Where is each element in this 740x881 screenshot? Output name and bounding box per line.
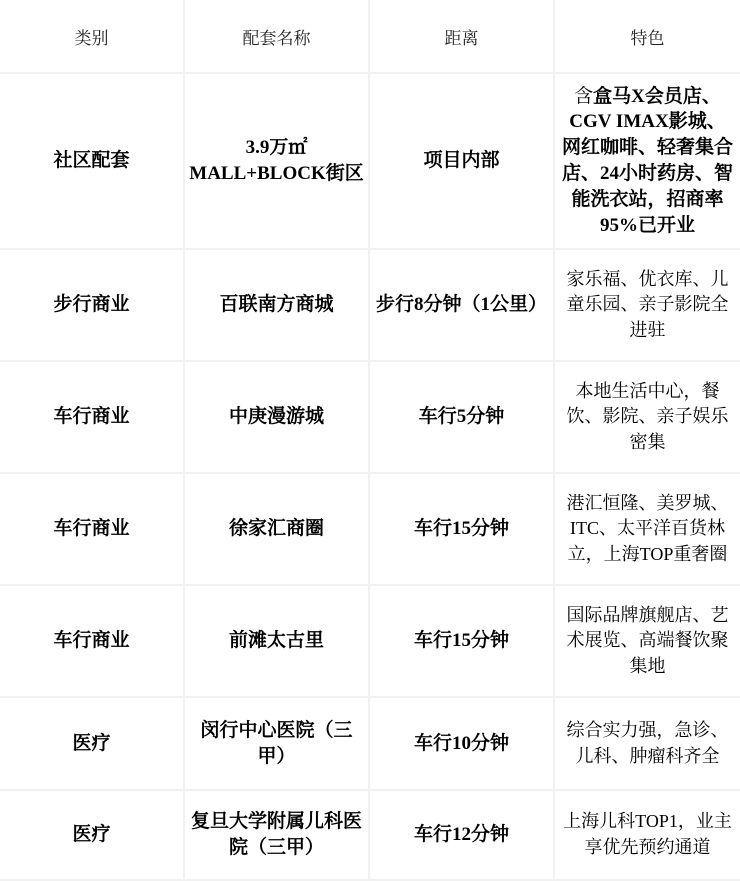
name-cell: 闵行中心医院（三甲） [185,698,370,789]
features-cell: 上海儿科TOP1，业主享优先预约通道 [563,811,732,857]
header-features-label: 特色 [630,28,665,48]
table-row-drive-mall-3 [0,584,740,696]
header-features [555,0,740,72]
name-cell: 前滩太古里 [185,586,370,696]
header-category-label: 类别 [74,28,109,48]
header-name [185,0,370,72]
category-cell: 医疗 [0,698,185,789]
table-row-drive-mall-1 [0,360,740,472]
table-row-drive-mall-2 [0,472,740,584]
category-cell: 车行商业 [0,362,185,472]
name-cell: 百联南方商城 [185,250,370,360]
features-prefix: 含 [574,85,594,107]
table-header-row [0,0,740,72]
header-distance [370,0,555,72]
distance-cell: 车行15分钟 [370,586,555,696]
table-row-walk-mall [0,248,740,360]
features-cell: 家乐福、优衣库、儿童乐园、亲子影院全进驻 [566,268,729,340]
name-cell: 徐家汇商圈 [185,474,370,584]
category-cell: 车行商业 [0,586,185,696]
name-cell: 复旦大学附属儿科医院（三甲） [185,791,370,879]
category-cell: 医疗 [0,791,185,879]
features-cell: 港汇恒隆、美罗城、ITC、太平洋百货林立，上海TOP重奢圈 [566,492,729,564]
features-cell: 国际品牌旗舰店、艺术展览、高端餐饮聚集地 [566,604,729,676]
distance-cell: 步行8分钟（1公里） [370,250,555,360]
features-cell: 本地生活中心，餐饮、影院、亲子娱乐密集 [566,380,729,452]
features-cell: 综合实力强，急诊、儿科、肿瘤科齐全 [566,719,729,766]
category-cell: 社区配套 [0,74,185,248]
distance-cell: 车行12分钟 [370,791,555,879]
table-row-community [0,72,740,248]
distance-cell: 车行15分钟 [370,474,555,584]
category-cell: 车行商业 [0,474,185,584]
name-cell: 3.9万㎡ MALL+BLOCK街区 [185,74,370,248]
table-row-hospital-2 [0,789,740,879]
header-name-label: 配套名称 [242,28,311,48]
header-distance-label: 距离 [444,28,479,48]
distance-cell: 项目内部 [370,74,555,248]
table-row-hospital-1 [0,696,740,789]
header-category [0,0,185,72]
features-cell [555,74,740,248]
name-cell: 中庚漫游城 [185,362,370,472]
category-cell: 步行商业 [0,250,185,360]
distance-cell: 车行10分钟 [370,698,555,789]
features-bold-text: 盒马X会员店、CGV IMAX影城、网红咖啡、轻奢集合店、24小时药房、智能洗衣站，招商率95%已开业 [561,85,733,236]
distance-cell: 车行5分钟 [370,362,555,472]
